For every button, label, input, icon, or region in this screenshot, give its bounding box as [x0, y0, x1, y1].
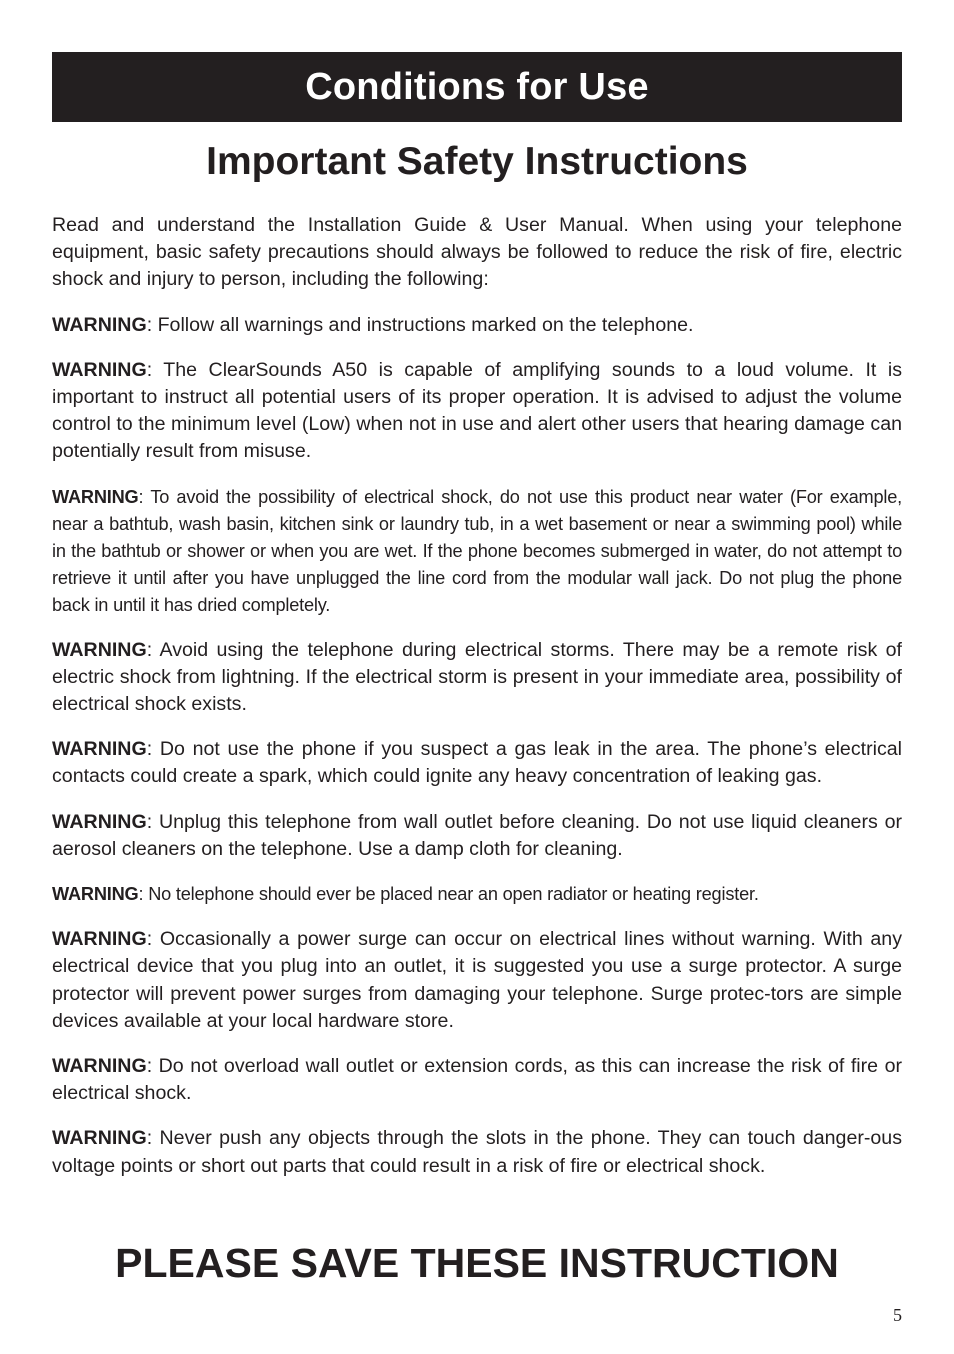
warning-label: WARNING	[52, 1055, 147, 1078]
banner-title: Conditions for Use	[305, 65, 649, 108]
warning-text: : Occasionally a power surge can occur on electrical lines without warning. With any electrical device that you plug into an outlet, it is suggested you use a surge protector. A surge protector will prevent power surges from damaging your telephone. Surge protec-tors are simple devices available at your local hardware store.	[52, 928, 902, 1032]
instructions-body	[52, 212, 902, 1180]
warning-item	[52, 312, 902, 339]
warning-label: WARNING	[52, 884, 139, 905]
warning-item	[52, 926, 902, 1035]
warning-text: : Do not overload wall outlet or extension cords, as this can increase the risk of fire or electrical shock.	[52, 1055, 902, 1105]
warning-label: WARNING	[52, 638, 147, 661]
warning-text: : Unplug this telephone from wall outlet before cleaning. Do not use liquid cleaners or aerosol cleaners on the telephone. Use a damp cloth for cleaning.	[52, 810, 902, 860]
warning-item	[52, 809, 902, 863]
warning-text: : Do not use the phone if you suspect a gas leak in the area. The phone’s electrical contacts could create a spark, which could ignite any heavy concentration of leaking gas.	[52, 738, 902, 788]
warning-item	[52, 484, 902, 620]
warning-label: WARNING	[52, 1127, 147, 1150]
warning-item	[52, 1125, 902, 1179]
warning-label: WARNING	[52, 738, 147, 761]
warning-text: : Avoid using the telephone during electrical storms. There may be a remote risk of electric shock from lightning. If the electrical storm is present in your immediate area, possibility of electrical shock exists.	[52, 638, 902, 716]
section-banner	[52, 52, 902, 122]
warning-label: WARNING	[52, 313, 147, 336]
warning-text: : Follow all warnings and instructions marked on the telephone.	[146, 313, 694, 336]
warning-item	[52, 736, 902, 790]
page-number: 5	[893, 1305, 902, 1325]
intro-paragraph: Read and understand the Installation Guide & User Manual. When using your telephone equipment, basic safety precautions should always be followed to reduce the risk of fire, electric shock and injury to person, including the following:	[52, 214, 902, 291]
warning-label: WARNING	[52, 810, 147, 833]
warning-item	[52, 881, 902, 908]
warning-text: : The ClearSounds A50 is capable of amplifying sounds to a loud volume. It is important to instruct all potential users of its proper operation. It is advised to adjust the volume control to the minimum level (Low) when not in use and alert other users that hearing damage can potentially result from misuse.	[52, 358, 902, 463]
save-instructions-heading: PLEASE SAVE THESE INSTRUCTION	[115, 1240, 839, 1286]
warning-label: WARNING	[52, 928, 147, 951]
warning-label: WARNING	[52, 486, 139, 507]
warning-text: : No telephone should ever be placed near an open radiator or heating register.	[138, 884, 759, 905]
warning-text: : To avoid the possibility of electrical shock, do not use this product near water (For example, near a bathtub, wash basin, kitchen sink or laundry tub, in a wet basement or near a swimming pool) while in the bathtub or shower or when you are wet. If the phone becomes submerged in water, do not attempt to retrieve it until after you have unplugged the line cord from the modular wall jack. Do not plug the phone back in until it has dried completely.	[52, 486, 902, 616]
warning-item	[52, 637, 902, 719]
warning-text: : Never push any objects through the slots in the phone. They can touch danger-ous voltage points or short out parts that could result in a risk of fire or electrical shock.	[52, 1127, 902, 1177]
warning-label: WARNING	[52, 358, 147, 381]
warning-item	[52, 357, 902, 466]
warning-item	[52, 1053, 902, 1107]
page-title: Important Safety Instructions	[206, 140, 748, 183]
